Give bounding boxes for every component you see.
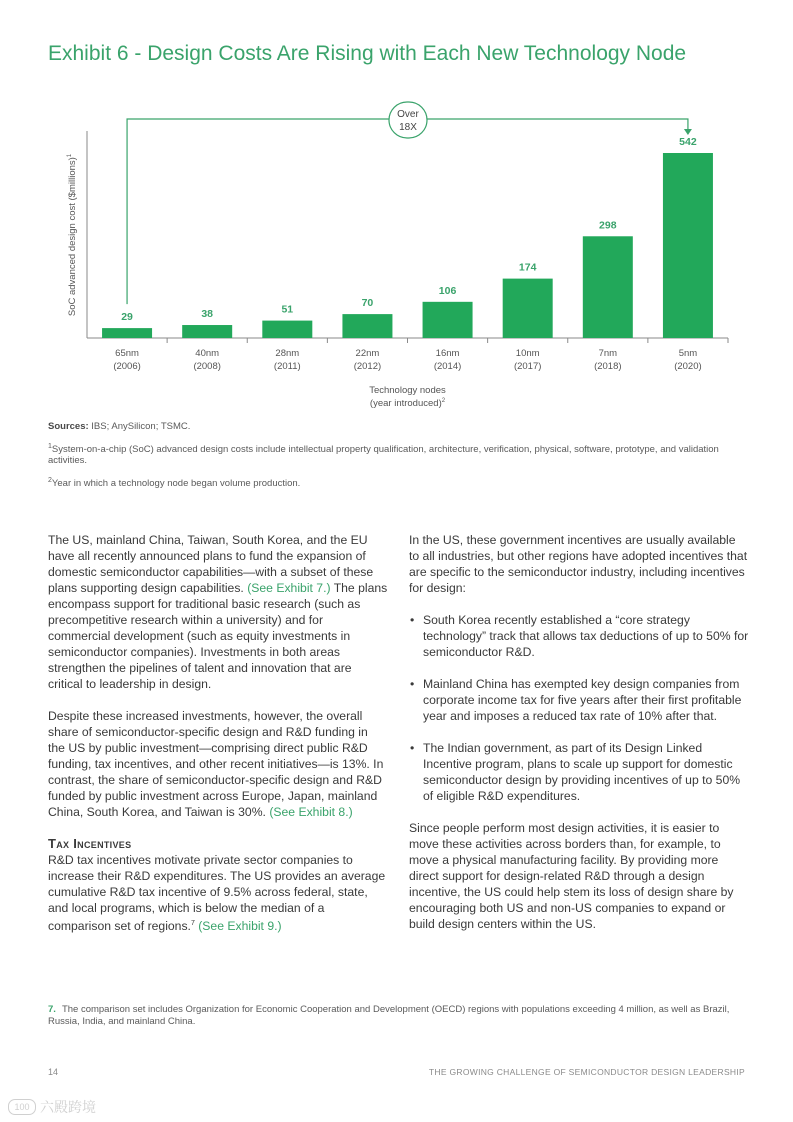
bar-28nm — [262, 321, 312, 338]
note-2-marker: 2 — [48, 476, 52, 484]
bullet-south-korea: • South Korea recently established a “core strategy technology” track that allows tax deductions of up to 50% for semiconductor R&D. — [409, 612, 749, 660]
bullet-india: • The Indian government, as part of its Design Linked Incentive program, plans to scale up support for domestic semiconductor design by providing incentives of up to 50% of eligible R&D expenditures. — [409, 740, 749, 804]
value-label-22nm: 70 — [361, 297, 374, 310]
value-label-65nm: 29 — [121, 311, 133, 324]
tick-year-5nm: (2020) — [674, 361, 702, 372]
tick-label-65nm: 65nm — [115, 348, 139, 359]
note-1 — [48, 441, 748, 467]
left-p3-text: R&D tax incentives motivate private sector companies to increase their R&D expenditures. The US provides an average cumulative R&D tax incentive of 9.5% across federal, state, and local programs, which is below the median of a comparison set of regions. — [48, 853, 386, 934]
watermark-text: 六殿跨境 — [40, 1099, 96, 1115]
note-1-marker: 1 — [48, 442, 52, 450]
tick-year-22nm: (2012) — [353, 361, 382, 372]
note-2 — [48, 475, 748, 490]
footnote-7 — [48, 1004, 748, 1027]
note-2-text: Year in which a technology node began volume production. — [51, 477, 301, 489]
right-column — [409, 532, 749, 948]
left-p1-continued: The plans encompass support for traditional basic research (such as precompetitive research within a university) and for commercial development (such as equity investments in semiconductor companies). Investments in both areas strengthen the pipelines of talent and innovation that are critical to leadership in design. — [48, 581, 388, 691]
bar-7nm — [583, 236, 633, 338]
tax-incentives-heading: Tax Incentives — [48, 836, 132, 851]
tick-year-65nm: (2006) — [113, 361, 141, 372]
tick-year-7nm: (2018) — [594, 361, 622, 372]
x-axis-label-line2: (year introduced)$^2$ — [369, 398, 446, 409]
bar-10nm — [503, 279, 553, 338]
value-label-40nm: 38 — [201, 308, 214, 321]
annotation-arrow-icon — [684, 129, 692, 135]
x-axis-label-line1: Technology nodes — [369, 385, 446, 396]
sources-line — [48, 421, 748, 433]
chart-bars — [102, 153, 713, 338]
right-paragraph-1: In the US, these government incentives are usually available to all industries, but other regions have adopted incentives that are specific to the semiconductor industry, including incentives for design: — [409, 533, 748, 595]
left-paragraph-2 — [48, 708, 388, 820]
footnote-text: The comparison set includes Organization for Economic Cooperation and Development (OECD) regions with populations exceeding 4 million, as well as Brazil, Russia, India, and mainland China. — [48, 1004, 730, 1027]
bar-65nm — [102, 328, 152, 338]
tick-label-7nm: 7nm — [598, 348, 618, 359]
value-label-7nm: 298 — [599, 219, 617, 232]
left-column — [48, 532, 388, 950]
bullet-mainland-china: • Mainland China has exempted key design companies from corporate income tax for five years after their first profitable year and imposes a reduced tax rate of 10% after that. — [409, 676, 749, 724]
bar-5nm — [663, 153, 713, 338]
bar-22nm — [342, 314, 392, 338]
annotation-text-line2: 18X — [399, 122, 417, 133]
see-exhibit-9-link[interactable]: (See Exhibit 9.) — [198, 919, 282, 934]
sources-label: Sources: — [48, 421, 89, 432]
annotation-line-left — [127, 119, 389, 304]
tick-label-22nm: 22nm — [355, 348, 380, 359]
left-paragraph-1 — [48, 532, 388, 692]
left-paragraph-3 — [48, 852, 388, 934]
tick-year-16nm: (2014) — [433, 361, 462, 372]
footnote-number: 7. — [48, 1004, 56, 1015]
incentive-bullets — [409, 612, 749, 804]
running-head: THE GROWING CHALLENGE OF SEMICONDUCTOR DESIGN LEADERSHIP — [428, 1067, 745, 1077]
annotation-line-right — [427, 119, 688, 129]
value-label-28nm: 51 — [281, 303, 294, 316]
watermark-logo-icon: 100 — [8, 1099, 36, 1115]
tick-label-40nm: 40nm — [195, 348, 220, 359]
value-label-10nm: 174 — [518, 261, 537, 274]
bar-40nm — [182, 325, 232, 338]
value-label-16nm: 106 — [438, 284, 457, 297]
tick-year-10nm: (2017) — [513, 361, 542, 372]
sources-text: IBS; AnySilicon; TSMC. — [91, 421, 191, 432]
tick-label-16nm: 16nm — [435, 348, 460, 359]
bar-chart — [0, 95, 793, 415]
note-1-text: System-on-a-chip (SoC) advanced design costs include intellectual property qualification, architecture, verification, physical, software, prototype, and validation activities. — [48, 443, 719, 467]
y-axis-label: SoC advanced design cost ($millions)$^1$ — [67, 153, 78, 317]
chart-notes — [48, 421, 748, 497]
left-p2-text: Despite these increased investments, however, the overall share of semiconductor-specific design and R&D funding in the US by public investment—comprising direct public R&D funding, tax incentives, and other recent initiatives—is 13%. In contrast, the share of semiconductor-specific design and R&D funded by public investment across Europe, Japan, mainland China, South Korea, and Taiwan is 30%. — [48, 709, 384, 819]
bar-16nm — [423, 302, 473, 338]
value-label-5nm: 542 — [679, 136, 697, 148]
exhibit-title: Exhibit 6 - Design Costs Are Rising with Each New Technology Node — [48, 42, 687, 65]
right-paragraph-2: Since people perform most design activities, it is easier to move these activities across borders than, for example, to move a physical manufacturing facility. By providing more direct support for design-related R&D through a design incentive, the US could help stem its loss of design share by encouraging both US and non-US companies to expand or build design centers within the US. — [409, 821, 734, 931]
watermark — [8, 1097, 96, 1117]
left-p1-text: The US, mainland China, Taiwan, South Korea, and the EU have all recently announced plans to fund the expansion of domestic semiconductor capabilities—with a subset of these plans supporting design capabilities. — [48, 533, 374, 595]
tick-label-10nm: 10nm — [515, 348, 540, 359]
see-exhibit-7-link[interactable]: (See Exhibit 7.) — [247, 581, 331, 595]
tick-label-5nm: 5nm — [678, 348, 698, 359]
footnote-ref-7[interactable]: 7 — [190, 920, 195, 927]
tick-year-28nm: (2011) — [273, 361, 301, 372]
see-exhibit-8-link[interactable]: (See Exhibit 8.) — [269, 805, 353, 819]
annotation-text-line1: Over — [397, 109, 419, 120]
page-number: 14 — [48, 1067, 59, 1077]
tick-year-40nm: (2008) — [193, 361, 221, 372]
tick-label-28nm: 28nm — [275, 348, 300, 359]
